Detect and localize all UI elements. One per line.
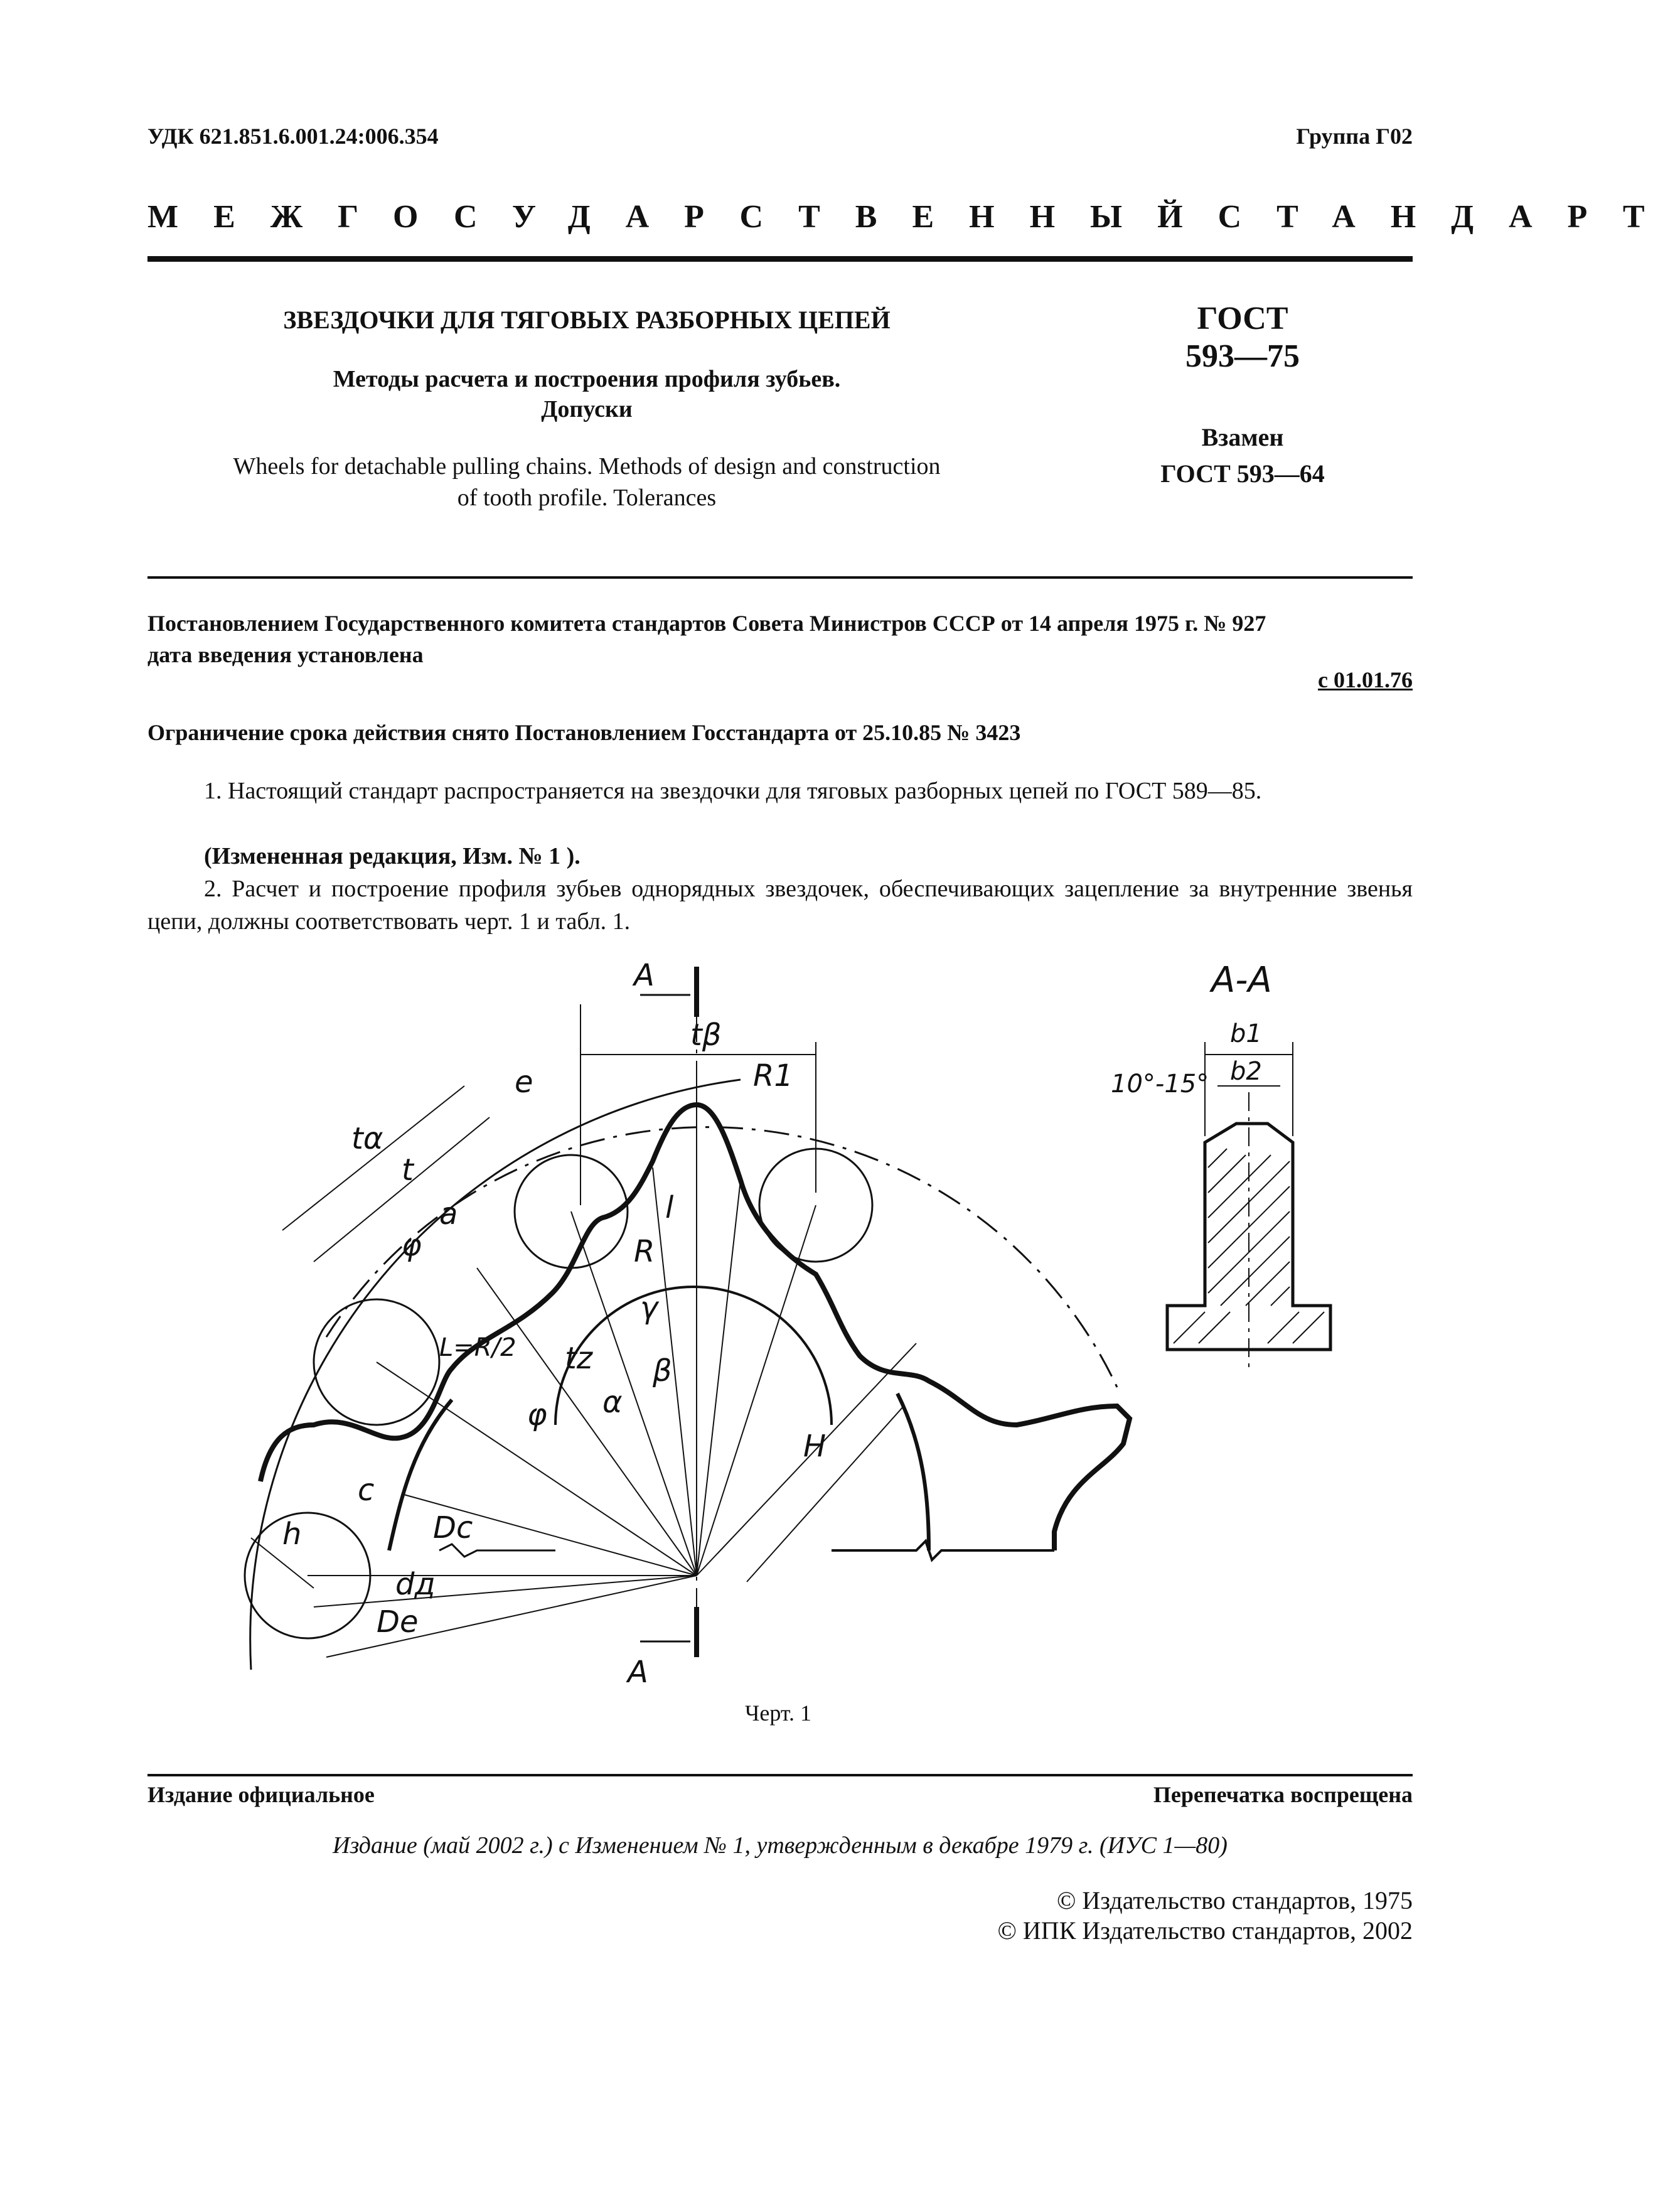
hub-arc xyxy=(555,1287,832,1425)
banner-word-interstate: МЕЖГОСУДАРСТВЕННЫЙ xyxy=(147,199,1218,235)
replaces-label: Взамен xyxy=(1201,423,1284,451)
label-section-bottom: A xyxy=(628,1655,648,1690)
subtitle-line-2: Допуски xyxy=(541,396,633,422)
limitation-note: Ограничение срока действия снято Постановлением Госстандарта от 25.10.85 № 3423 xyxy=(147,720,1021,745)
copyright-1975: © Издательство стандартов, 1975 xyxy=(1056,1886,1413,1915)
replaces-block xyxy=(1067,419,1418,492)
english-title-line-1: Wheels for detachable pulling chains. Methods of design and construction xyxy=(233,453,941,480)
label-phi-top: φ xyxy=(402,1228,422,1263)
banner-word-standard: СТАНДАРТ xyxy=(1217,199,1680,235)
figure-caption: Черт. 1 xyxy=(745,1700,811,1726)
label-b2: b2 xyxy=(1230,1057,1262,1086)
document-subtitle xyxy=(147,364,1026,424)
label-h: h xyxy=(282,1517,302,1552)
label-L: L=R/2 xyxy=(439,1333,516,1362)
label-dd: dд xyxy=(395,1567,436,1602)
label-gamma: γ xyxy=(640,1291,658,1326)
break-line xyxy=(832,1541,1054,1560)
document-title: ЗВЕЗДОЧКИ ДЛЯ ТЯГОВЫХ РАЗБОРНЫХ ЦЕПЕЙ xyxy=(283,306,891,334)
official-edition: Издание официальное xyxy=(147,1782,375,1807)
paragraph-1-change: (Измененная редакция, Изм. № 1 ). xyxy=(204,843,581,869)
sprocket-profile-drawing xyxy=(207,929,1337,1695)
label-R1: R1 xyxy=(753,1058,793,1093)
radial-lines xyxy=(308,1080,916,1576)
gost-number: 593—75 xyxy=(1185,338,1300,374)
label-t-alpha: tα xyxy=(351,1121,383,1156)
label-c: c xyxy=(358,1473,375,1508)
label-section-title: A-A xyxy=(1211,960,1272,1001)
title-rule xyxy=(147,576,1413,579)
label-R: R xyxy=(634,1234,655,1269)
paragraph-2: 2. Расчет и построение профиля зубьев однорядных звездочек, обеспечивающих зацепление за внутренние звенья цепи, должны соответствовать черт. 1 и табл. 1. xyxy=(147,876,1413,935)
footer-rule xyxy=(147,1774,1413,1776)
label-Dc: Dc xyxy=(433,1510,473,1545)
label-section-top: A xyxy=(634,958,655,993)
label-phi-bottom: φ xyxy=(527,1397,547,1432)
introduction-date: с 01.01.76 xyxy=(1318,667,1413,692)
dimension-lines xyxy=(251,1004,904,1657)
label-b1: b1 xyxy=(1230,1019,1262,1048)
english-title-line-2: of tooth profile. Tolerances xyxy=(457,485,717,511)
udk-code: УДК 621.851.6.001.24:006.354 xyxy=(147,124,439,149)
gost-designation xyxy=(1067,300,1418,375)
label-De: De xyxy=(377,1604,419,1640)
rim-line-right xyxy=(897,1394,929,1550)
tooth-outline xyxy=(260,1105,1130,1550)
label-t: t xyxy=(402,1152,414,1188)
label-t-beta: tβ xyxy=(690,1018,722,1053)
subtitle-line-1: Методы расчета и построения профиля зубьев. xyxy=(333,366,841,392)
label-H: H xyxy=(803,1429,827,1464)
label-a: a xyxy=(439,1196,458,1232)
label-beta: β xyxy=(653,1353,672,1388)
copyright-2002: © ИПК Издательство стандартов, 2002 xyxy=(997,1916,1413,1945)
edition-note: Издание (май 2002 г.) с Изменением № 1, утвержденным в декабре 1979 г. (ИУС 1—80) xyxy=(333,1832,1228,1859)
label-alpha: α xyxy=(602,1385,623,1420)
paragraph-1: 1. Настоящий стандарт распространяется на звездочки для тяговых разборных цепей по ГОСТ 589—85. xyxy=(204,778,1262,804)
label-e: e xyxy=(515,1065,533,1100)
top-rule xyxy=(147,256,1413,262)
standard-banner xyxy=(147,198,1680,235)
decree-line-1: Постановлением Государственного комитета стандартов Совета Министров СССР от 14 апреля 1975 г. № 927 xyxy=(147,611,1266,636)
label-tz: tz xyxy=(565,1341,593,1376)
reprint-prohibited: Перепечатка воспрещена xyxy=(1153,1782,1413,1807)
label-l: l xyxy=(665,1190,674,1225)
replaces-gost: ГОСТ 593—64 xyxy=(1160,459,1325,488)
english-title xyxy=(147,451,1026,513)
label-angle: 10°-15° xyxy=(1111,1070,1209,1098)
group-code: Группа Г02 xyxy=(1296,124,1413,149)
gost-label: ГОСТ xyxy=(1197,301,1288,336)
break-line-2 xyxy=(439,1544,555,1557)
decree-line-2: дата введения установлена xyxy=(147,642,424,667)
